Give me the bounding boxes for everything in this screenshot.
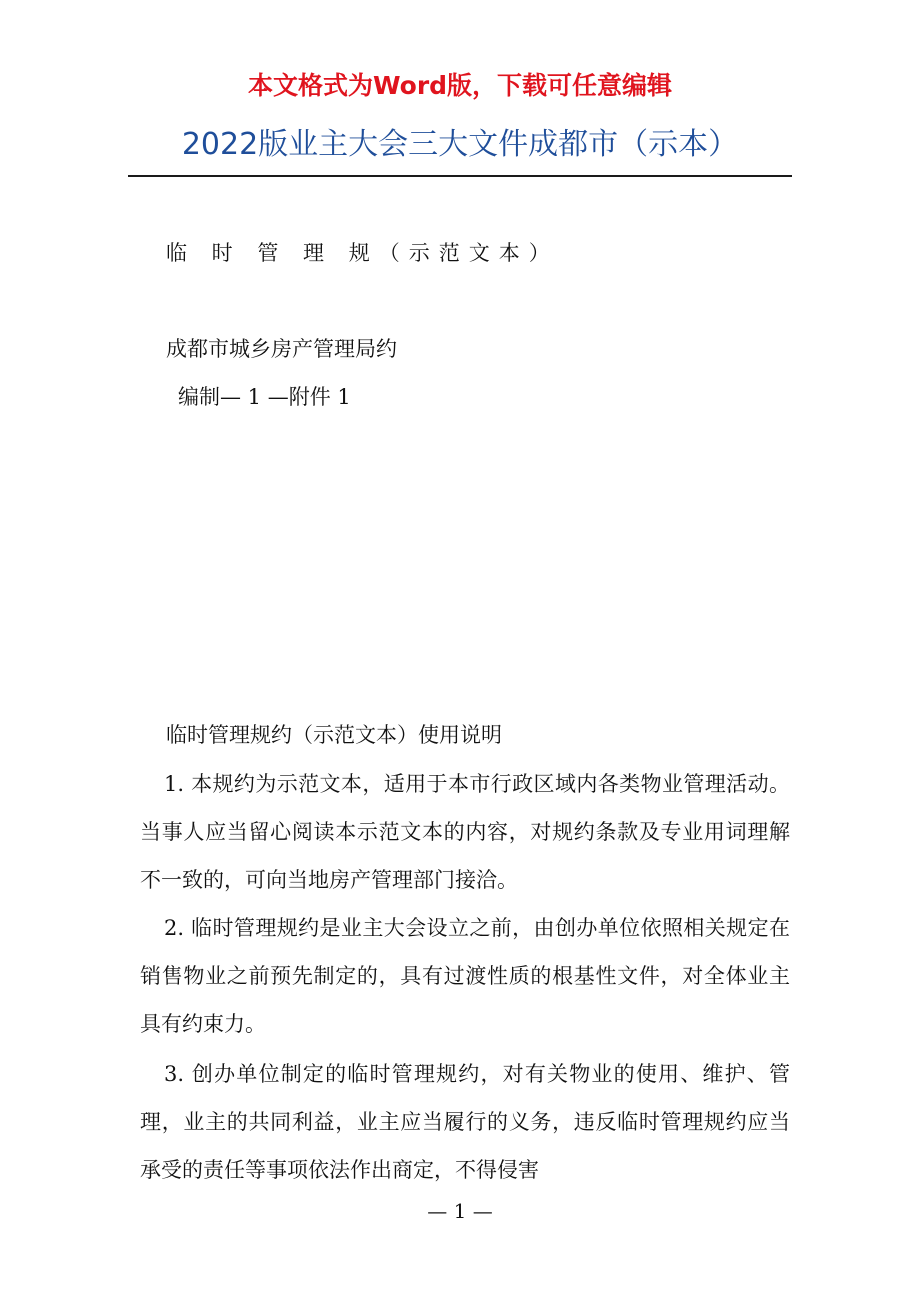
instruction-item-2: 2. 临时管理规约是业主大会设立之前，由创办单位依照相关规定在销售物业之前预先制定的，具有过渡性质的根基性文件，对全体业主具有约束力。 [140, 916, 790, 1036]
instructions-heading: 临时管理规约（示范文本）使用说明 [166, 723, 502, 747]
document-reference: 编制— 1 —附件 1 [178, 385, 351, 409]
document-title: 2022版业主大会三大文件成都市（示本） [181, 127, 739, 162]
issuer-line: 成都市城乡房产管理局约 [166, 337, 397, 361]
cover-heading: 临 时 管 理 规（示范文本） [166, 241, 559, 265]
format-notice: 本文格式为Word版，下载可任意编辑 [247, 71, 673, 100]
instruction-item-3: 3. 创办单位制定的临时管理规约，对有关物业的使用、维护、管理，业主的共同利益，业主应当履行的义务，违反临时管理规约应当承受的责任等事项依法作出商定，不得侵害 [140, 1062, 790, 1182]
instruction-item-1: 1. 本规约为示范文本，适用于本市行政区域内各类物业管理活动。当事人应当留心阅读本示范文本的内容，对规约条款及专业用词理解不一致的，可向当地房产管理部门接洽。 [140, 772, 790, 892]
title-underline [128, 175, 792, 177]
page-number: — 1 — [427, 1199, 493, 1223]
